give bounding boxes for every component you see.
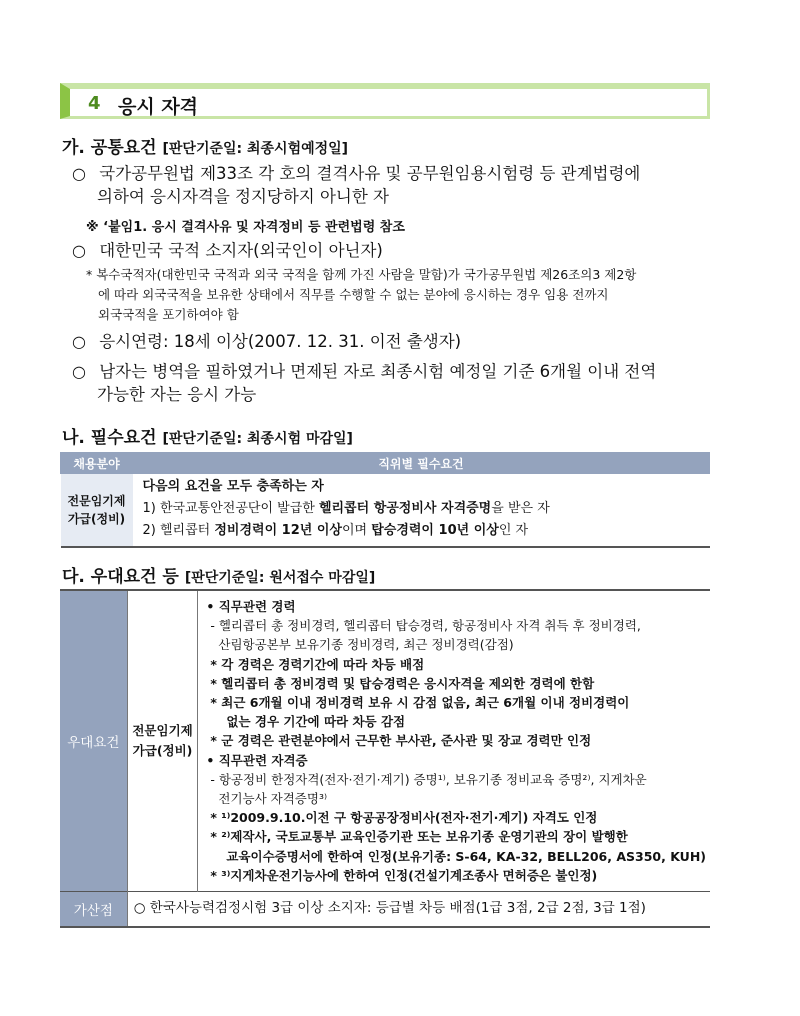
bullet-circle: ○ (72, 164, 86, 183)
dual-citizen-note-1: * 복수국적자(대한민국 국적과 외국 국적을 함께 가진 사람을 말함)가 국가공무원법 제26조의3 제2항 (86, 267, 637, 282)
column-header-requirements: 직위별 필수요건 (133, 453, 710, 474)
preferred-field-cell (127, 590, 198, 892)
bonus-label-cell: 가산점 (60, 892, 127, 928)
req2-text-mid: 이며 (341, 523, 372, 538)
requirements-cell (133, 474, 710, 548)
heading-required-qualifications (62, 423, 353, 448)
field-line-2: 가급(정비) (67, 512, 126, 526)
career-note: * 각 경력은 경력기간에 따라 차등 배점 (210, 656, 425, 672)
heading-common-requirements (62, 133, 348, 158)
field-cell (61, 474, 133, 548)
career-note: * 군 경력은 관련분야에서 근무한 부사관, 준사관 및 장교 경력만 인정 (210, 733, 592, 749)
license-note: * ³⁾지게차운전기능사에 한하여 인정(건설기계조종사 면허증은 불인정) (210, 867, 598, 883)
requirements-title: 다음의 요건을 모두 충족하는 자 (142, 479, 324, 494)
dual-citizen-note-2: 에 따라 외국국적을 보유한 상태에서 직무를 수행할 수 없는 분야에 응시하는 경우 임용 전까지 (98, 287, 609, 302)
requirement-1 (143, 498, 710, 520)
field-line-1: 전문임기제 (67, 494, 126, 508)
career-line: - 헬리콥터 총 정비경력, 헬리콥터 탑승경력, 항공정비사 자격 취득 후 정비경력, (210, 618, 641, 634)
req2-bold-2: 탑승경력이 10년 이상 (371, 523, 499, 538)
item-text: 응시연령: 18세 이상(2007. 12. 31. 이전 출생자) (99, 332, 462, 351)
dual-citizen-note-3: 외국국적을 포기하여야 함 (98, 307, 239, 322)
preferred-details-cell (198, 590, 710, 892)
bullet-circle: ○ (72, 241, 86, 260)
req2-bold-1: 정비경력이 12년 이상 (214, 523, 342, 538)
req1-bold: 헬리콥터 항공정비사 자격증명 (318, 501, 492, 516)
career-note-cont: 없는 경우 기간에 따라 차등 감점 (226, 714, 406, 730)
requirement-2 (143, 520, 710, 542)
table-row (60, 590, 710, 892)
heading-text: 나. 필수요건 (62, 428, 157, 448)
section-banner (60, 83, 710, 119)
reference-note: ※ ‘붙임1. 응시 결격사유 및 자격정비 등 관련법령 참조 (86, 220, 405, 235)
item-text: 남자는 병역을 필하였거나 면제된 자로 최종시험 예정일 기준 6개월 이내 전역 (99, 362, 657, 381)
table-row (60, 892, 710, 928)
section-title: 응시 자격 (118, 96, 199, 118)
preferred-label-cell: 우대요건 (60, 590, 127, 892)
required-qualifications-table (60, 452, 710, 548)
common-item-1 (72, 163, 640, 185)
license-note-cont: 교육이수증명서에 한하여 인정(보유기종: S-64, KA-32, BELL206, AS350, KUH) (226, 848, 706, 864)
common-item-4 (72, 361, 656, 383)
req2-text: 2) 헬리콥터 (142, 523, 215, 538)
common-item-4-cont: 가능한 자는 응시 가능 (97, 385, 257, 404)
license-note: * ¹⁾2009.9.10.이전 구 항공공장정비사(전자·전기·계기) 자격도 인정 (210, 810, 598, 826)
heading-preferred-qualifications (62, 562, 375, 587)
req2-text-end: 인 자 (498, 523, 529, 538)
common-item-1-cont: 의하여 응시자격을 정지당하지 아니한 자 (97, 187, 389, 206)
bullet-circle: ○ (72, 362, 86, 381)
field-line-1: 전문임기제 (132, 723, 193, 739)
heading-criterion: [판단기준일: 원서접수 마감일] (184, 570, 376, 586)
license-line: - 항공정비 한정자격(전자·전기·계기) 증명¹⁾, 보유기종 정비교육 증명²⁾, 지게차운 (210, 771, 647, 787)
req1-text: 1) 한국교통안전공단이 발급한 (142, 501, 319, 516)
heading-criterion: [판단기준일: 최종시험예정일] (162, 141, 349, 157)
license-line: 전기능사 자격증명³⁾ (218, 791, 328, 807)
bullet-circle: ○ (72, 332, 86, 351)
heading-text: 가. 공통요건 (62, 138, 157, 158)
career-line: 산림항공본부 보유기종 정비경력, 최근 정비경력(감점) (218, 637, 514, 653)
career-note: * 최근 6개월 이내 정비경력 보유 시 감점 없음, 최근 6개월 이내 정비경력이 (210, 695, 630, 711)
bonus-text-cell: ○ 한국사능력검정시험 3급 이상 소지자: 등급별 차등 배점(1급 3점, 2급 2점, 3급 1점) (127, 892, 710, 928)
heading-text: 다. 우대요건 등 (62, 567, 179, 587)
heading-criterion: [판단기준일: 최종시험 마감일] (162, 431, 353, 447)
license-note: * ²⁾제작사, 국토교통부 교육인증기관 또는 보유기종 운영기관의 장이 발행한 (210, 829, 628, 845)
common-item-2 (72, 240, 383, 262)
common-item-3 (72, 331, 461, 353)
column-header-field: 채용분야 (61, 453, 133, 474)
item-text: 국가공무원법 제33조 각 호의 결격사유 및 공무원임용시험령 등 관계법령에 (99, 164, 641, 183)
field-line-2: 가급(정비) (132, 743, 193, 759)
item-text: 대한민국 국적 소지자(외국인이 아닌자) (99, 241, 383, 260)
req1-text-end: 을 받은 자 (491, 501, 550, 516)
table-header-row (61, 453, 710, 474)
career-note: * 헬리콥터 총 정비경력 및 탑승경력은 응시자격을 제외한 경력에 한함 (210, 675, 595, 691)
section-number: 4 (88, 93, 101, 114)
preferred-qualifications-table (60, 589, 710, 928)
table-row (61, 474, 710, 548)
career-heading: • 직무관련 경력 (206, 599, 296, 614)
license-heading: • 직무관련 자격증 (206, 752, 308, 768)
